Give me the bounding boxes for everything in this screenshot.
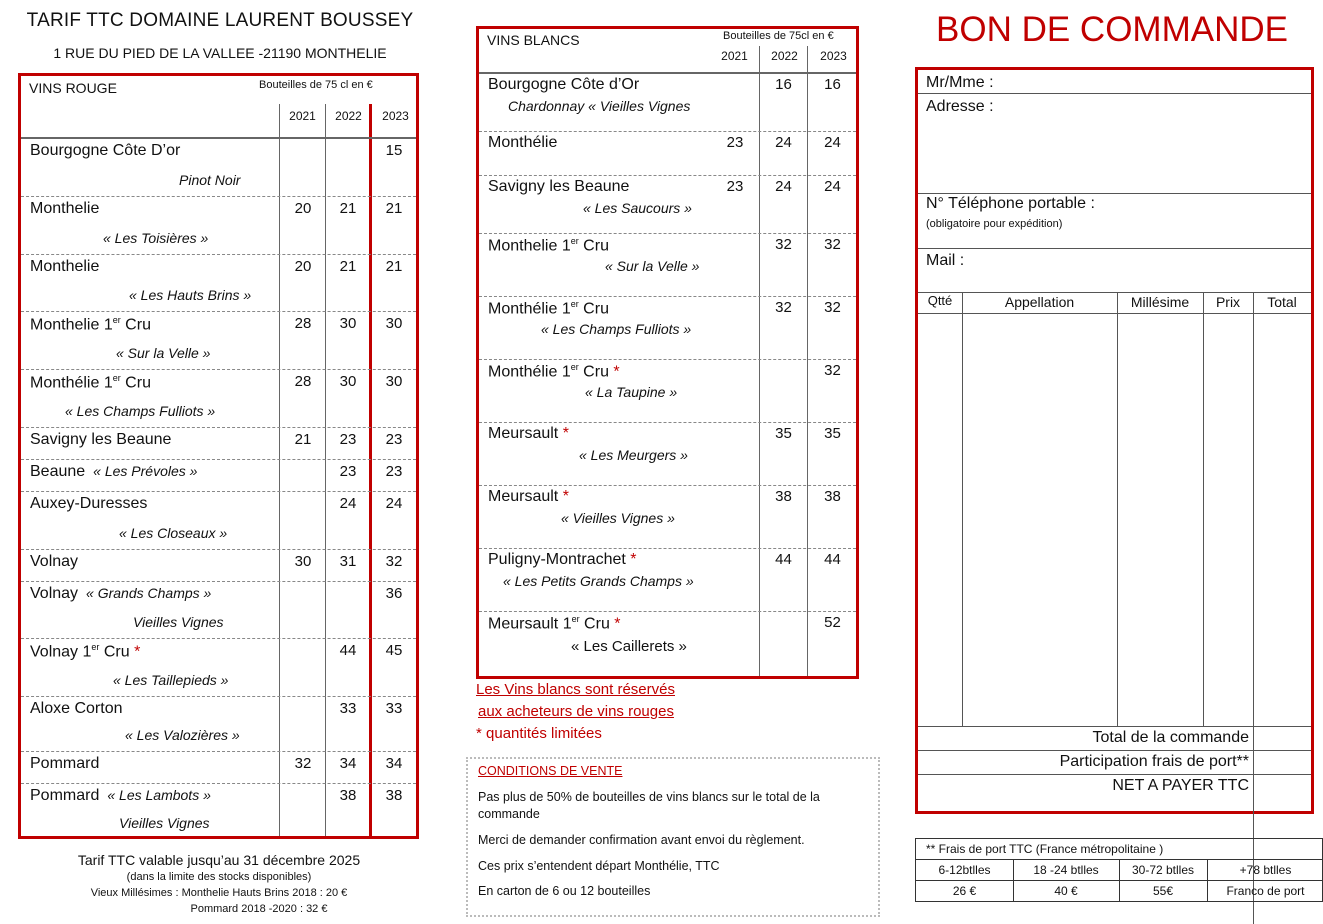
wine-name-text: Volnay xyxy=(30,585,79,602)
wine-subtitle: « Vieilles Vignes » xyxy=(561,510,675,526)
limited-quantity-star: * xyxy=(134,643,141,661)
white-wine-row xyxy=(479,359,856,422)
col-price: Prix xyxy=(1215,294,1241,310)
wine-subtitle: « Les Champs Fulliots » xyxy=(65,403,216,419)
price-2023: 24 xyxy=(824,134,841,151)
price-2021: 23 xyxy=(726,134,744,151)
price-2022: 33 xyxy=(339,700,357,717)
red-table-title: VINS ROUGE xyxy=(29,80,117,96)
wine-name-text: Monthélie 1 xyxy=(488,300,571,318)
premier-cru-superscript: er xyxy=(91,642,100,652)
shipping-fee-label: Participation frais de port** xyxy=(1059,753,1249,770)
wine-name xyxy=(488,178,629,196)
wine-subtitle: « La Taupine » xyxy=(585,384,678,400)
wine-name-suffix: Cru xyxy=(120,316,151,334)
price-2021: 20 xyxy=(294,258,312,275)
wine-climat: « Les Lambots » xyxy=(107,787,211,803)
premier-cru-superscript: er xyxy=(571,614,580,624)
wine-name-text: Monthélie 1 xyxy=(30,374,113,392)
wine-name-text: Aloxe Corton xyxy=(30,700,123,717)
sales-conditions-title: CONDITIONS DE VENTE xyxy=(478,764,623,778)
price-2023: 32 xyxy=(824,299,841,316)
wine-subtitle: « Les Petits Grands Champs » xyxy=(503,573,694,589)
col-qty: Qtté xyxy=(927,293,953,308)
wine-name-text: Auxey-Duresses xyxy=(30,495,148,512)
price-2023: 16 xyxy=(824,76,841,93)
phone-field-note: (obligatoire pour expédition) xyxy=(926,218,1063,230)
wine-name-suffix: Cru xyxy=(99,643,135,661)
premier-cru-superscript: er xyxy=(570,236,579,246)
price-2022: 24 xyxy=(339,495,357,512)
white-wine-row xyxy=(479,422,856,485)
white-wine-row xyxy=(479,611,856,676)
red-wine-row xyxy=(21,549,416,581)
wine-name xyxy=(488,551,637,569)
price-2023: 32 xyxy=(385,553,403,570)
wine-name-text: Savigny les Beaune xyxy=(30,431,172,448)
premier-cru-superscript: er xyxy=(112,373,121,383)
wine-subtitle: « Les Caillerets » xyxy=(571,638,687,655)
price-2023: 33 xyxy=(385,700,403,717)
col-divider xyxy=(962,292,963,726)
stock-note: (dans la limite des stocks disponibles) xyxy=(126,871,312,883)
price-2022: 34 xyxy=(339,755,357,772)
wine-name xyxy=(488,614,621,633)
condition-white-ratio: Pas plus de 50% de bouteilles de vins blancs sur le total de la commande xyxy=(478,789,820,821)
wine-name-suffix: Cru xyxy=(579,615,615,633)
tier-label: 30-72 btlles xyxy=(1131,863,1195,877)
price-2022: 32 xyxy=(775,299,792,316)
wine-name xyxy=(488,299,609,318)
wine-name-text: Monthelie 1 xyxy=(488,237,571,255)
price-2022: 24 xyxy=(775,178,792,195)
white-wines-table xyxy=(476,26,859,679)
limited-quantity-star: * xyxy=(562,488,569,505)
price-2022: 23 xyxy=(339,431,357,448)
price-2023: 52 xyxy=(824,614,841,631)
wine-subtitle: Pinot Noir xyxy=(179,172,241,188)
tier-price: 55€ xyxy=(1152,884,1174,898)
premier-cru-superscript: er xyxy=(570,362,579,372)
tier-label: +78 btlles xyxy=(1239,863,1292,877)
wine-name xyxy=(488,76,639,94)
wine-name xyxy=(488,362,620,381)
wine-subtitle: « Les Saucours » xyxy=(583,200,692,216)
col-vintage: Millésime xyxy=(1130,294,1190,310)
divider xyxy=(918,750,1311,751)
price-2022: 24 xyxy=(775,134,792,151)
net-to-pay-label: NET A PAYER TTC xyxy=(1112,777,1249,794)
limited-quantities-note: * quantités limitées xyxy=(476,725,602,742)
wine-name-text: Monthelie 1 xyxy=(30,316,113,334)
wine-name xyxy=(30,431,171,449)
col-divider xyxy=(1117,292,1118,726)
red-year-2023: 2023 xyxy=(382,109,409,123)
red-wine-row xyxy=(21,491,416,549)
tier-price: Franco de port xyxy=(1226,884,1305,898)
header-divider xyxy=(21,137,416,138)
wine-name xyxy=(30,495,147,513)
wine-name-suffix: Cru xyxy=(120,374,151,392)
limited-quantity-star: * xyxy=(613,363,620,381)
price-2022: 31 xyxy=(339,553,357,570)
red-year-2021: 2021 xyxy=(289,109,316,123)
white-wine-restriction-note: Les Vins blancs sont réservés xyxy=(476,681,675,698)
red-wine-row xyxy=(21,696,416,751)
price-2023: 32 xyxy=(824,236,841,253)
price-2023: 44 xyxy=(824,551,841,568)
wine-name xyxy=(30,700,123,718)
wine-name-text: Volnay 1 xyxy=(30,643,92,661)
order-form-title: BON DE COMMANDE xyxy=(936,10,1288,49)
red-bottle-note: Bouteilles de 75 cl en € xyxy=(259,79,373,91)
wine-name-text: Monthélie 1 xyxy=(488,363,571,381)
price-2022: 35 xyxy=(775,425,792,442)
white-bottle-note: Bouteilles de 75cl en € xyxy=(723,30,834,42)
wine-name xyxy=(30,258,99,276)
red-wine-row xyxy=(21,196,416,254)
wine-subtitle: « Les Valozières » xyxy=(125,727,240,743)
mail-field-label: Mail : xyxy=(926,252,965,269)
price-2021: 28 xyxy=(294,373,312,390)
wine-subtitle: « Les Taillepieds » xyxy=(113,672,229,688)
red-wine-row xyxy=(21,427,416,459)
order-form xyxy=(915,67,1314,814)
price-2022: 21 xyxy=(339,258,357,275)
price-2023: 23 xyxy=(385,463,403,480)
red-wine-row xyxy=(21,369,416,427)
wine-name-suffix: Cru xyxy=(578,363,614,381)
wine-name-suffix: Cru xyxy=(578,300,609,318)
price-2023: 24 xyxy=(824,178,841,195)
price-2022: 38 xyxy=(775,488,792,505)
wine-name-text: Bourgogne Côte d’Or xyxy=(488,76,640,93)
red-wine-row xyxy=(21,783,416,839)
white-wine-row xyxy=(479,548,856,611)
wine-name-text: Savigny les Beaune xyxy=(488,178,630,195)
price-2021: 30 xyxy=(294,553,312,570)
shipping-fees-table xyxy=(915,838,1323,902)
old-vintages-note-2: Pommard 2018 -2020 : 32 € xyxy=(190,903,328,915)
white-wine-row xyxy=(479,233,856,296)
condition-confirmation: Merci de demander confirmation avant envoi du règlement. xyxy=(478,832,805,847)
price-2023: 32 xyxy=(824,362,841,379)
divider xyxy=(918,193,1311,194)
white-year-2021: 2021 xyxy=(721,49,748,63)
wine-subtitle: « Les Meurgers » xyxy=(579,447,688,463)
old-vintages-note: Vieux Millésimes : Monthelie Hauts Brins 2018 : 20 € xyxy=(90,887,348,899)
condition-cartons: En carton de 6 ou 12 bouteilles xyxy=(478,884,651,899)
price-2022: 44 xyxy=(339,642,357,659)
price-2021: 21 xyxy=(294,431,312,448)
address-field-label: Adresse : xyxy=(926,98,994,115)
price-2023: 36 xyxy=(385,585,403,602)
tier-label: 18 -24 btlles xyxy=(1033,863,1099,877)
wine-name-text: Pommard xyxy=(30,755,100,772)
wine-name-text: Monthélie xyxy=(488,134,558,151)
price-2021: 20 xyxy=(294,200,312,217)
limited-quantity-star: * xyxy=(562,425,569,442)
wine-name-text: Meursault 1 xyxy=(488,615,572,633)
white-wine-row xyxy=(479,175,856,233)
tier-price: 26 € xyxy=(952,884,977,898)
wine-name xyxy=(30,787,211,805)
white-year-2022: 2022 xyxy=(771,49,798,63)
price-2023: 15 xyxy=(385,142,403,159)
price-2023: 30 xyxy=(385,373,403,390)
white-wine-restriction-note-2: aux acheteurs de vins rouges xyxy=(478,703,674,720)
price-2023: 23 xyxy=(385,431,403,448)
premier-cru-superscript: er xyxy=(570,299,579,309)
wine-name xyxy=(30,200,99,218)
red-wines-table xyxy=(18,73,419,839)
price-2023: 35 xyxy=(824,425,841,442)
wine-name xyxy=(30,373,151,392)
wine-name xyxy=(30,553,78,571)
white-wine-row xyxy=(479,73,856,131)
wine-name xyxy=(30,463,197,481)
condition-prices: Ces prix s’entendent départ Monthélie, TTC xyxy=(478,858,720,873)
wine-name xyxy=(488,425,569,443)
wine-name-text: Volnay xyxy=(30,553,79,570)
price-2022: 30 xyxy=(339,373,357,390)
price-2023: 38 xyxy=(385,787,403,804)
wine-name xyxy=(30,315,151,334)
divider xyxy=(918,93,1311,94)
wine-name-text: Monthelie xyxy=(30,200,100,217)
domain-address: 1 RUE DU PIED DE LA VALLEE -21190 MONTHELIE xyxy=(53,45,387,61)
red-wine-row xyxy=(21,311,416,369)
red-year-2022: 2022 xyxy=(335,109,362,123)
wine-name-text: Beaune xyxy=(30,463,86,480)
price-2021: 28 xyxy=(294,315,312,332)
wine-name xyxy=(30,585,211,603)
price-2023: 30 xyxy=(385,315,403,332)
red-wine-row xyxy=(21,751,416,783)
header-divider xyxy=(479,72,856,73)
col-total: Total xyxy=(1267,294,1297,310)
white-year-2023: 2023 xyxy=(820,49,847,63)
price-2022: 23 xyxy=(339,463,357,480)
wine-subtitle: « Sur la Velle » xyxy=(605,258,700,274)
validity-note: Tarif TTC valable jusqu’au 31 décembre 2025 xyxy=(77,852,361,868)
wine-subtitle: Chardonnay « Vieilles Vignes xyxy=(508,98,691,114)
wine-name-text: Bourgogne Côte D’or xyxy=(30,142,181,159)
price-2022: 38 xyxy=(339,787,357,804)
price-2022: 44 xyxy=(775,551,792,568)
limited-quantity-star: * xyxy=(614,615,621,633)
wine-name xyxy=(488,488,569,506)
wine-name-suffix: Cru xyxy=(578,237,609,255)
price-2021: 32 xyxy=(294,755,312,772)
wine-name xyxy=(488,236,609,255)
price-list-title: TARIF TTC DOMAINE LAURENT BOUSSEY xyxy=(26,10,414,31)
wine-name-text: Puligny-Montrachet xyxy=(488,551,631,568)
price-2023: 38 xyxy=(824,488,841,505)
order-total-label: Total de la commande xyxy=(1092,729,1249,746)
price-2023: 21 xyxy=(385,200,403,217)
wine-name xyxy=(30,142,180,160)
white-table-title: VINS BLANCS xyxy=(487,32,580,48)
red-wine-row xyxy=(21,138,416,196)
price-2023: 21 xyxy=(385,258,403,275)
wine-subtitle: Vieilles Vignes xyxy=(119,815,210,831)
col-divider xyxy=(1253,292,1254,924)
red-wine-row xyxy=(21,638,416,696)
divider xyxy=(918,726,1311,727)
price-2021: 23 xyxy=(726,178,744,195)
wine-name-text: Pommard xyxy=(30,787,100,804)
col-appellation: Appellation xyxy=(1004,294,1075,310)
phone-field-label: N° Téléphone portable : xyxy=(926,195,1095,212)
wine-subtitle: « Les Champs Fulliots » xyxy=(541,321,692,337)
white-wine-row xyxy=(479,485,856,548)
price-2023: 24 xyxy=(385,495,403,512)
price-2023: 34 xyxy=(385,755,403,772)
sales-conditions-box xyxy=(466,757,880,917)
wine-name-text: Monthelie xyxy=(30,258,100,275)
red-wine-row xyxy=(21,459,416,491)
price-2022: 21 xyxy=(339,200,357,217)
red-wine-row xyxy=(21,254,416,311)
price-2022: 16 xyxy=(775,76,792,93)
white-wine-row xyxy=(479,296,856,359)
shipping-fees-title: ** Frais de port TTC (France métropolitaine ) xyxy=(926,842,1164,856)
wine-name xyxy=(30,755,99,773)
wine-name xyxy=(488,134,557,152)
wine-climat: « Grands Champs » xyxy=(86,585,212,601)
name-field-label: Mr/Mme : xyxy=(926,74,994,91)
white-wine-row xyxy=(479,131,856,175)
wine-name xyxy=(30,642,140,661)
price-2023: 45 xyxy=(385,642,403,659)
wine-climat: « Les Prévoles » xyxy=(93,463,198,479)
wine-subtitle: « Sur la Velle » xyxy=(116,345,211,361)
tier-label: 6-12btlles xyxy=(938,863,991,877)
wine-subtitle: « Les Toisières » xyxy=(103,230,209,246)
limited-quantity-star: * xyxy=(630,551,637,568)
wine-subtitle: « Les Hauts Brins » xyxy=(129,287,252,303)
price-2022: 32 xyxy=(775,236,792,253)
red-wine-row xyxy=(21,581,416,638)
col-divider xyxy=(1203,292,1204,726)
divider xyxy=(918,774,1311,775)
wine-name-text: Meursault xyxy=(488,425,563,442)
wine-subtitle: Vieilles Vignes xyxy=(133,614,224,630)
premier-cru-superscript: er xyxy=(112,315,121,325)
wine-subtitle: « Les Closeaux » xyxy=(119,525,228,541)
divider xyxy=(918,248,1311,249)
price-2022: 30 xyxy=(339,315,357,332)
wine-name-text: Meursault xyxy=(488,488,563,505)
tier-price: 40 € xyxy=(1054,884,1078,898)
